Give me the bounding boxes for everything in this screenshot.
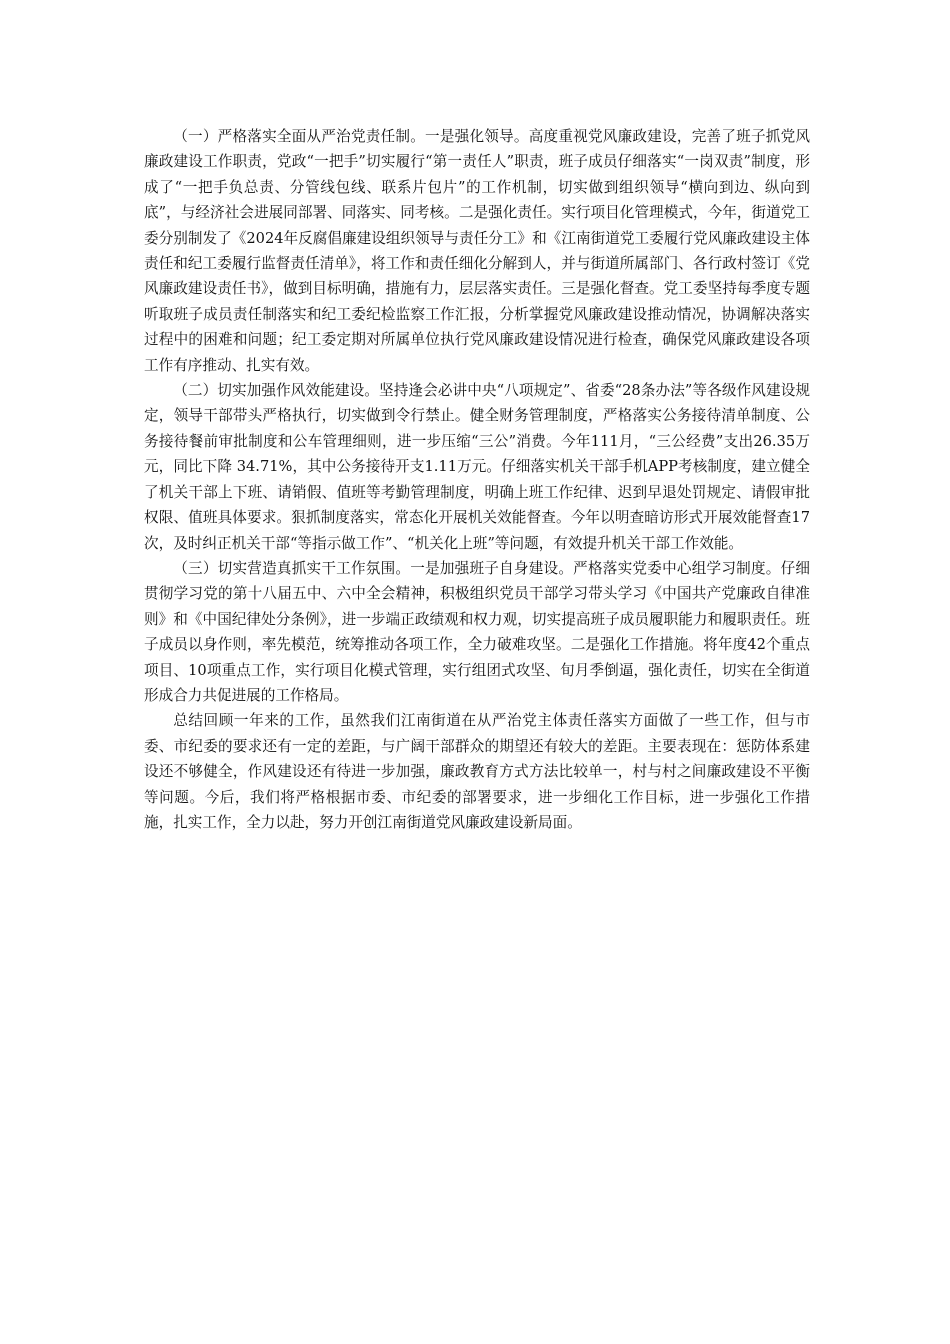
paragraph-party-responsibility: （一）严格落实全面从严治党责任制。一是强化领导。高度重视党风廉政建设，完善了班子抓党风廉政建设工作职责，党政“一把手”切实履行“第一责任人”职责，班子成员仔细落实“一岗双责”制度，形成了“一把手负总责、分管线包线、联系片包片”的工作机制，切实做到组织领导“横向到边、纵向到底”，与经济社会进展同部署、同落实、同考核。二是强化责任。实行项目化管理模式，今年，街道党工委分别制发了《2024年反腐倡廉建设组织领导与责任分工》和《江南街道党工委履行党风廉政建设主体责任和纪工委履行监督责任清单》，将工作和责任细化分解到人，并与街道所属部门、各行政村签订《党风廉政建设责任书》，做到目标明确，措施有力，层层落实责任。三是强化督查。党工委坚持每季度专题听取班子成员责任制落实和纪工委纪检监察工作汇报，分析掌握党风廉政建设推动情况，协调解决落实过程中的困难和问题；纪工委定期对所属单位执行党风廉政建设情况进行检查，确保党风廉政建设各项工作有序推动、扎实有效。 (144, 128, 810, 374)
paragraph-summary: 总结回顾一年来的工作，虽然我们江南街道在从严治党主体责任落实方面做了一些工作，但与市委、市纪委的要求还有一定的差距，与广阔干部群众的期望还有较大的差距。主要表现在：惩防体系建设还不够健全，作风建设还有待进一步加强，廉政教育方式方法比较单一，村与村之间廉政建设不平衡等问题。今后，我们将严格根据市委、市纪委的部署要求，进一步细化工作目标，进一步强化工作措施，扎实工作，全力以赴，努力开创江南街道党风廉政建设新局面。 (144, 712, 810, 831)
document-body (144, 124, 810, 835)
paragraph-work-atmosphere: （三）切实营造真抓实干工作氛围。一是加强班子自身建设。严格落实党委中心组学习制度。仔细贯彻学习党的第十八届五中、六中全会精神，积极组织党员干部学习带头学习《中国共产党廉政自律准则》和《中国纪律处分条例》，进一步端正政绩观和权力观，切实提高班子成员履职能力和履职责任。班子成员以身作则，率先模范，统筹推动各项工作，全力破难攻坚。二是强化工作措施。将年度42个重点项目、10项重点工作，实行项目化模式管理，实行组团式攻坚、旬月季倒逼，强化责任，切实在全街道形成合力共促进展的工作格局。 (144, 559, 810, 704)
paragraph-work-style: （二）切实加强作风效能建设。坚持逢会必讲中央“八项规定”、省委“28条办法”等各级作风建设规定，领导干部带头严格执行，切实做到令行禁止。健全财务管理制度，严格落实公务接待清单制度、公务接待餐前审批制度和公车管理细则，进一步压缩“三公”消费。今年111月，“三公经费”支出26.35万元，同比下降 34.71%，其中公务接待开支1.11万元。仔细落实机关干部手机APP考核制度，建立健全了机关干部上下班、请销假、值班等考勤管理制度，明确上班工作纪律、迟到早退处罚规定、请假审批权限、值班具体要求。狠抓制度落实，常态化开展机关效能督查。今年以明查暗访形式开展效能督查17次，及时纠正机关干部“等指示做工作”、“机关化上班”等问题，有效提升机关干部工作效能。 (144, 382, 810, 552)
